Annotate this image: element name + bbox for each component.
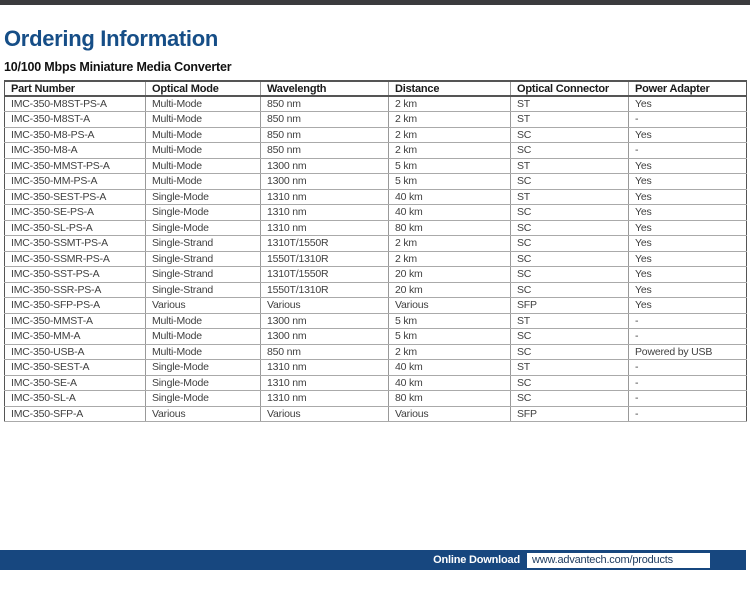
table-cell: Single-Mode <box>146 360 261 376</box>
table-cell: SFP <box>511 406 629 422</box>
table-cell: Multi-Mode <box>146 329 261 345</box>
table-cell: SC <box>511 344 629 360</box>
table-cell: IMC-350-M8ST-PS-A <box>5 96 146 112</box>
online-download-label: Online Download <box>433 554 520 566</box>
table-cell: 1300 nm <box>261 313 389 329</box>
table-cell: IMC-350-MM-A <box>5 329 146 345</box>
table-cell: Yes <box>629 282 747 298</box>
table-cell: IMC-350-SL-A <box>5 391 146 407</box>
table-cell: ST <box>511 96 629 112</box>
table-cell: Yes <box>629 205 747 221</box>
table-cell: Multi-Mode <box>146 96 261 112</box>
table-cell: 5 km <box>389 174 511 190</box>
table-cell: - <box>629 406 747 422</box>
table-row <box>5 344 747 360</box>
table-row <box>5 174 747 190</box>
table-cell: Yes <box>629 189 747 205</box>
table-cell: SC <box>511 205 629 221</box>
table-cell: IMC-350-SST-PS-A <box>5 267 146 283</box>
table-cell: IMC-350-SE-A <box>5 375 146 391</box>
table-cell: ST <box>511 189 629 205</box>
table-cell: Yes <box>629 298 747 314</box>
table-row <box>5 375 747 391</box>
table-cell: 80 km <box>389 220 511 236</box>
table-cell: 5 km <box>389 313 511 329</box>
table-row <box>5 391 747 407</box>
table-row <box>5 329 747 345</box>
table-cell: Single-Mode <box>146 220 261 236</box>
table-row <box>5 158 747 174</box>
table-cell: - <box>629 329 747 345</box>
table-cell: Various <box>389 406 511 422</box>
table-cell: 1550T/1310R <box>261 282 389 298</box>
table-cell: SC <box>511 391 629 407</box>
table-cell: Yes <box>629 251 747 267</box>
table-cell: Single-Strand <box>146 282 261 298</box>
table-cell: IMC-350-MMST-A <box>5 313 146 329</box>
table-cell: IMC-350-SEST-A <box>5 360 146 376</box>
table-cell: Single-Mode <box>146 205 261 221</box>
table-cell: IMC-350-USB-A <box>5 344 146 360</box>
table-cell: Various <box>261 298 389 314</box>
table-cell: 20 km <box>389 282 511 298</box>
table-cell: Yes <box>629 96 747 112</box>
table-row <box>5 251 747 267</box>
table-cell: 850 nm <box>261 143 389 159</box>
table-row <box>5 406 747 422</box>
column-header-part-number: Part Number <box>5 81 146 96</box>
table-cell: SC <box>511 127 629 143</box>
column-header-power-adapter: Power Adapter <box>629 81 747 96</box>
table-cell: Single-Mode <box>146 189 261 205</box>
table-row <box>5 360 747 376</box>
table-cell: 2 km <box>389 251 511 267</box>
column-header-optical-mode: Optical Mode <box>146 81 261 96</box>
table-row <box>5 96 747 112</box>
table-cell: Yes <box>629 267 747 283</box>
table-cell: 850 nm <box>261 344 389 360</box>
table-cell: Various <box>146 406 261 422</box>
table-cell: Yes <box>629 236 747 252</box>
table-cell: - <box>629 360 747 376</box>
table-row <box>5 313 747 329</box>
table-cell: 20 km <box>389 267 511 283</box>
table-cell: Multi-Mode <box>146 344 261 360</box>
table-cell: Single-Mode <box>146 375 261 391</box>
table-cell: 5 km <box>389 329 511 345</box>
table-row <box>5 267 747 283</box>
column-header-distance: Distance <box>389 81 511 96</box>
ordering-table <box>4 80 747 422</box>
table-cell: IMC-350-SFP-PS-A <box>5 298 146 314</box>
table-cell: 5 km <box>389 158 511 174</box>
table-cell: SC <box>511 282 629 298</box>
table-cell: Single-Mode <box>146 391 261 407</box>
table-cell: ST <box>511 112 629 128</box>
table-cell: 850 nm <box>261 127 389 143</box>
table-cell: Single-Strand <box>146 236 261 252</box>
table-cell: SC <box>511 329 629 345</box>
table-cell: IMC-350-SEST-PS-A <box>5 189 146 205</box>
table-cell: SC <box>511 251 629 267</box>
table-cell: Various <box>261 406 389 422</box>
table-cell: 2 km <box>389 143 511 159</box>
table-cell: 1310T/1550R <box>261 267 389 283</box>
table-cell: IMC-350-SL-PS-A <box>5 220 146 236</box>
table-row <box>5 143 747 159</box>
table-cell: 1310 nm <box>261 205 389 221</box>
table-cell: 1310 nm <box>261 391 389 407</box>
table-cell: Single-Strand <box>146 251 261 267</box>
table-cell: ST <box>511 158 629 174</box>
table-row <box>5 189 747 205</box>
table-cell: IMC-350-M8ST-A <box>5 112 146 128</box>
table-cell: IMC-350-SFP-A <box>5 406 146 422</box>
footer-download-bar <box>0 550 746 570</box>
table-cell: IMC-350-SE-PS-A <box>5 205 146 221</box>
table-cell: IMC-350-MM-PS-A <box>5 174 146 190</box>
table-cell: - <box>629 143 747 159</box>
table-cell: 1310 nm <box>261 375 389 391</box>
table-cell: 40 km <box>389 375 511 391</box>
table-cell: 40 km <box>389 360 511 376</box>
table-cell: 1550T/1310R <box>261 251 389 267</box>
table-cell: SC <box>511 375 629 391</box>
table-cell: Various <box>146 298 261 314</box>
table-cell: 1310T/1550R <box>261 236 389 252</box>
table-cell: - <box>629 391 747 407</box>
table-cell: IMC-350-SSR-PS-A <box>5 282 146 298</box>
table-cell: 1310 nm <box>261 189 389 205</box>
download-url-box[interactable] <box>527 553 710 568</box>
top-rule-bar <box>0 0 750 5</box>
table-cell: 850 nm <box>261 96 389 112</box>
table-cell: - <box>629 313 747 329</box>
table-cell: 850 nm <box>261 112 389 128</box>
table-cell: IMC-350-MMST-PS-A <box>5 158 146 174</box>
table-cell: Yes <box>629 220 747 236</box>
table-cell: Various <box>389 298 511 314</box>
table-cell: - <box>629 112 747 128</box>
table-cell: SC <box>511 220 629 236</box>
table-cell: Multi-Mode <box>146 174 261 190</box>
table-cell: IMC-350-M8-A <box>5 143 146 159</box>
table-cell: Multi-Mode <box>146 313 261 329</box>
table-cell: IMC-350-M8-PS-A <box>5 127 146 143</box>
table-cell: 2 km <box>389 236 511 252</box>
table-cell: - <box>629 375 747 391</box>
table-cell: 2 km <box>389 112 511 128</box>
table-cell: 40 km <box>389 205 511 221</box>
table-cell: IMC-350-SSMT-PS-A <box>5 236 146 252</box>
table-row <box>5 282 747 298</box>
table-cell: 2 km <box>389 344 511 360</box>
page-subtitle: 10/100 Mbps Miniature Media Converter <box>4 60 232 74</box>
table-cell: 2 km <box>389 127 511 143</box>
table-header-row <box>5 81 747 96</box>
table-cell: 1310 nm <box>261 360 389 376</box>
table-cell: SC <box>511 236 629 252</box>
table-row <box>5 112 747 128</box>
table-cell: Powered by USB <box>629 344 747 360</box>
table-cell: 1300 nm <box>261 329 389 345</box>
table-cell: Single-Strand <box>146 267 261 283</box>
table-cell: 1300 nm <box>261 158 389 174</box>
table-cell: SC <box>511 174 629 190</box>
column-header-wavelength: Wavelength <box>261 81 389 96</box>
table-row <box>5 205 747 221</box>
table-row <box>5 220 747 236</box>
table-cell: Yes <box>629 127 747 143</box>
table-cell: IMC-350-SSMR-PS-A <box>5 251 146 267</box>
table-row <box>5 236 747 252</box>
table-cell: Multi-Mode <box>146 158 261 174</box>
table-cell: SC <box>511 267 629 283</box>
table-body <box>5 96 747 422</box>
table-cell: ST <box>511 360 629 376</box>
column-header-optical-connector: Optical Connector <box>511 81 629 96</box>
table-cell: 40 km <box>389 189 511 205</box>
table-cell: 80 km <box>389 391 511 407</box>
table-cell: Multi-Mode <box>146 127 261 143</box>
table-cell: 2 km <box>389 96 511 112</box>
table-row <box>5 127 747 143</box>
table-cell: SFP <box>511 298 629 314</box>
table-row <box>5 298 747 314</box>
table-cell: Yes <box>629 158 747 174</box>
table-cell: Yes <box>629 174 747 190</box>
table-cell: SC <box>511 143 629 159</box>
table-cell: 1310 nm <box>261 220 389 236</box>
table-cell: 1300 nm <box>261 174 389 190</box>
table-cell: ST <box>511 313 629 329</box>
download-url[interactable]: www.advantech.com/products <box>532 554 673 566</box>
table-cell: Multi-Mode <box>146 143 261 159</box>
table-cell: Multi-Mode <box>146 112 261 128</box>
page-title: Ordering Information <box>4 26 219 51</box>
